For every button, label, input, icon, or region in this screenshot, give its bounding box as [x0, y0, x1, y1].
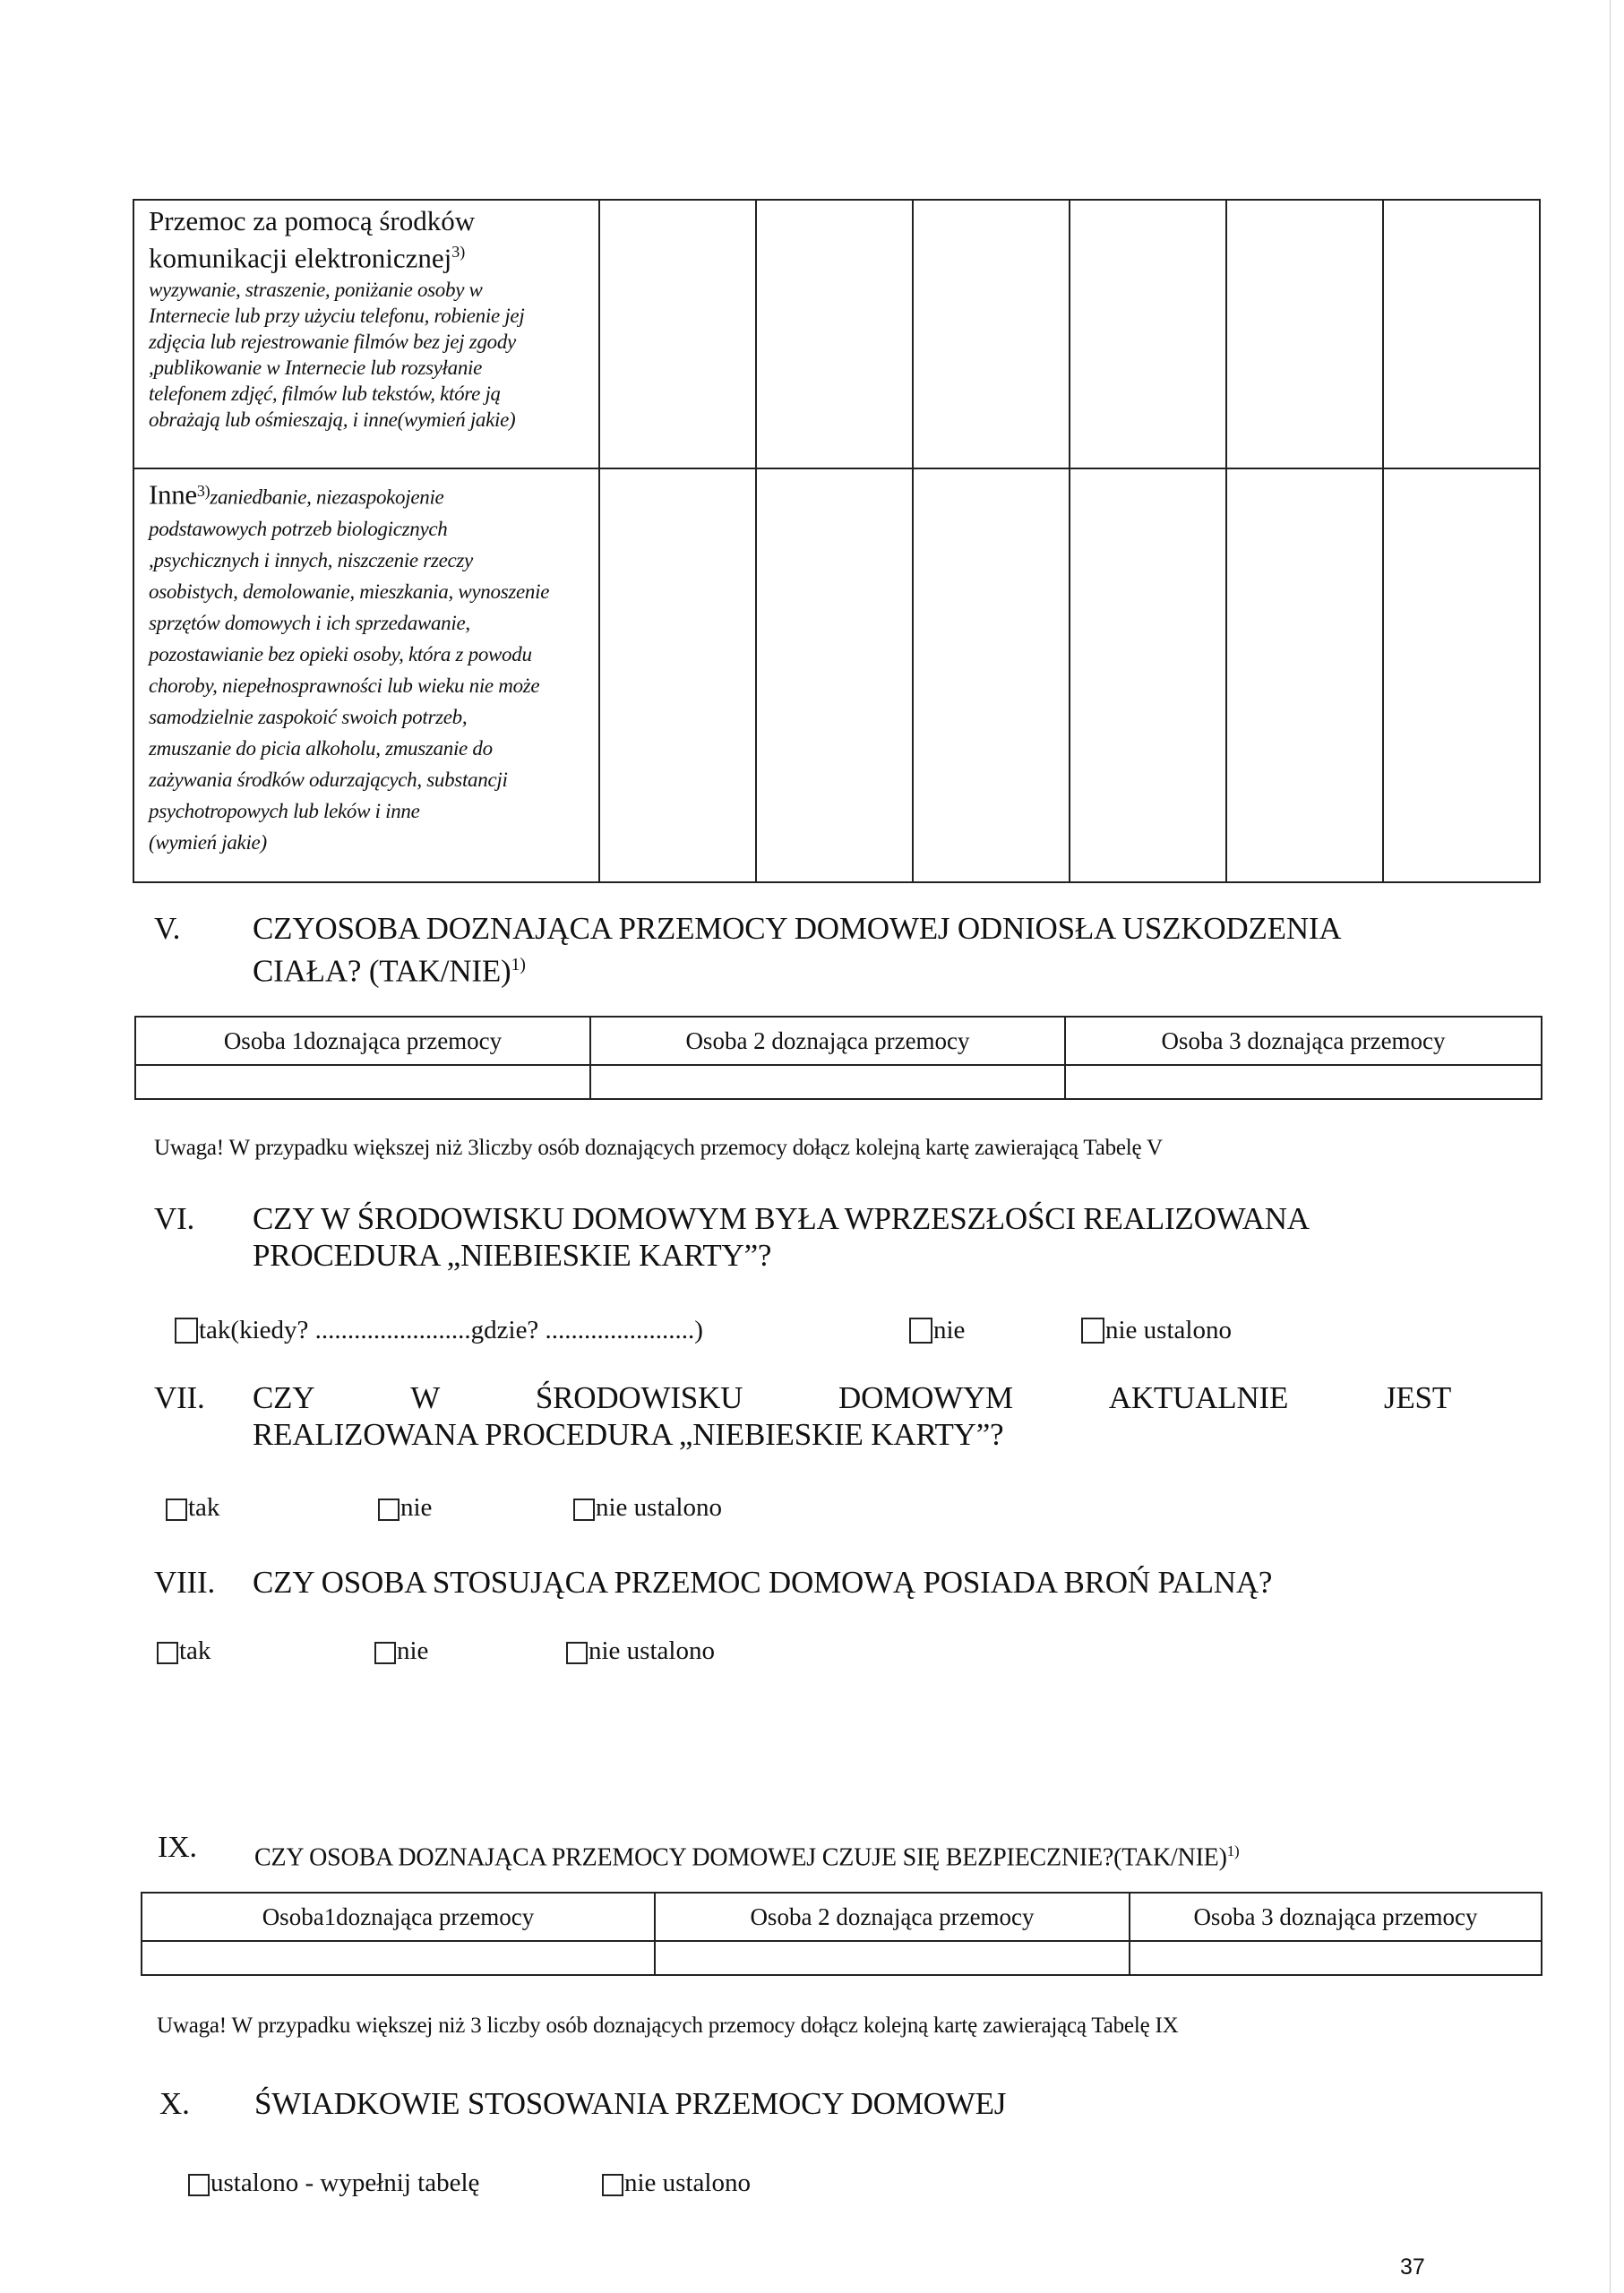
checkbox-nie-ustalono[interactable] [566, 1637, 715, 1664]
description-line: psychotropowych lub leków i inne [149, 799, 420, 822]
input-cell[interactable] [1226, 200, 1383, 468]
section-title-line: REALIZOWANA PROCEDURA „NIEBIESKIE KARTY”? [253, 1417, 1004, 1452]
category-title: Inne [149, 478, 197, 511]
checkbox-square-icon[interactable] [374, 1642, 396, 1664]
input-cell[interactable] [1383, 200, 1540, 468]
input-cell[interactable] [1070, 468, 1226, 882]
checkbox-square-icon[interactable] [378, 1499, 400, 1521]
table-row [142, 1941, 1542, 1975]
description-line: telefonem zdjęć, filmów lub tekstów, które ją [149, 382, 501, 406]
checkbox-nie[interactable] [909, 1317, 965, 1344]
category-title-line: Przemoc za pomocą środków [149, 205, 476, 236]
answer-cell-person-2[interactable] [655, 1941, 1130, 1975]
checkbox-square-icon[interactable] [175, 1318, 198, 1344]
checkbox-nie[interactable] [374, 1637, 428, 1664]
description-line: zaniedbanie, niezaspokojenie [210, 485, 444, 509]
answer-cell-person-1[interactable] [135, 1065, 590, 1099]
description-line: pozostawianie bez opieki osoby, która z powodu [149, 642, 532, 666]
checkbox-square-icon[interactable] [188, 2174, 210, 2196]
section-viii-heading [154, 1564, 1453, 1604]
title-word: AKTUALNIE [1108, 1380, 1289, 1415]
description-line: choroby, niepełnosprawności lub wieku nie może [149, 674, 540, 697]
description-line: samodzielnie zaspokoić swoich potrzeb, [149, 705, 468, 728]
table-header-row [142, 1893, 1542, 1941]
category-cell-other [133, 468, 599, 882]
checkbox-square-icon[interactable] [909, 1318, 932, 1344]
checkbox-square-icon[interactable] [1081, 1318, 1104, 1344]
category-title-line: komunikacji elektronicznej [149, 242, 452, 274]
description-line: (wymień jakie) [149, 830, 267, 854]
section-number: IX. [158, 1831, 197, 1864]
description-line: sprzętów domowych i ich sprzedawanie, [149, 611, 470, 634]
section-title-line: CZYOSOBA DOZNAJĄCA PRZEMOCY DOMOWEJ ODNIOSŁA USZKODZENIA [253, 911, 1342, 946]
section-title-line: PROCEDURA „NIEBIESKIE KARTY”? [253, 1238, 772, 1273]
column-header-person-3: Osoba 3 doznająca przemocy [1065, 1017, 1542, 1065]
section-title-line: CZY OSOBA STOSUJĄCA PRZEMOC DOMOWĄ POSIADA BROŃ PALNĄ? [253, 1565, 1273, 1600]
checkbox-label: tak [179, 1636, 211, 1665]
column-header-person-2: Osoba 2 doznająca przemocy [655, 1893, 1130, 1941]
input-cell[interactable] [756, 200, 913, 468]
answer-cell-person-2[interactable] [590, 1065, 1065, 1099]
answer-cell-person-3[interactable] [1130, 1941, 1542, 1975]
table-row [133, 468, 1540, 882]
description-line: ,publikowanie w Internecie lub rozsyłanie [149, 356, 483, 380]
section-title-line: CIAŁA? (TAK/NIE) [253, 953, 511, 989]
description-line: podstawowych potrzeb biologicznych [149, 517, 448, 540]
category-title [149, 206, 588, 273]
checkbox-label: nie ustalono [589, 1636, 715, 1665]
section-v-persons-table [134, 1016, 1542, 1100]
section-title-line: CZY W ŚRODOWISKU DOMOWYM BYŁA WPRZESZŁOŚCI REALIZOWANA [253, 1201, 1310, 1236]
section-v-heading [154, 910, 1453, 991]
section-title-line: ŚWIADKOWIE STOSOWANIA PRZEMOCY DOMOWEJ [254, 2086, 1007, 2121]
description-line: ,psychicznych i innych, niszczenie rzeczy [149, 548, 473, 571]
title-word: DOMOWYM [838, 1380, 1013, 1415]
table-header-row [135, 1017, 1542, 1065]
column-header-person-3: Osoba 3 doznająca przemocy [1130, 1893, 1542, 1941]
description-line: osobistych, demolowanie, mieszkania, wynoszenie [149, 580, 550, 603]
checkbox-label: nie ustalono [624, 2168, 751, 2197]
title-word: W [410, 1380, 441, 1415]
section-number: X. [159, 2086, 190, 2121]
checkbox-tak[interactable] [157, 1637, 211, 1664]
input-cell[interactable] [599, 200, 756, 468]
checkbox-nie[interactable] [378, 1494, 432, 1521]
checkbox-label: nie [933, 1316, 966, 1344]
footnote-marker: 1) [511, 955, 526, 975]
checkbox-nie-ustalono[interactable] [573, 1494, 722, 1521]
section-number: VIII. [154, 1565, 215, 1600]
input-cell[interactable] [1383, 468, 1540, 882]
column-header-person-1: Osoba 1doznająca przemocy [135, 1017, 590, 1065]
table-row [135, 1065, 1542, 1099]
scan-edge-line [1610, 0, 1611, 2293]
checkbox-tak-kiedy[interactable] [175, 1317, 703, 1344]
input-cell[interactable] [1070, 200, 1226, 468]
checkbox-square-icon[interactable] [566, 1642, 588, 1664]
input-cell[interactable] [756, 468, 913, 882]
section-vii-heading [154, 1379, 1453, 1460]
checkbox-nie-ustalono[interactable] [602, 2169, 751, 2196]
description-line: obrażają lub ośmieszają, i inne(wymień jakie) [149, 408, 516, 432]
section-v-note: Uwaga! W przypadku większej niż 3liczby osób doznających przemocy dołącz kolejną kartę zawierającą Tabelę V [154, 1136, 1163, 1160]
answer-cell-person-1[interactable] [142, 1941, 655, 1975]
section-ix-note: Uwaga! W przypadku większej niż 3 liczby osób doznających przemocy dołącz kolejną kartę zawierającą Tabelę IX [157, 2014, 1179, 2038]
description-line: zdjęcia lub rejestrowanie filmów bez jej zgody [149, 331, 516, 354]
title-word: JEST [1383, 1380, 1451, 1415]
page-number: 37 [1400, 2254, 1425, 2280]
section-number: V. [154, 911, 181, 946]
section-number: VII. [154, 1380, 205, 1415]
footnote-marker: 3) [451, 243, 466, 261]
input-cell[interactable] [1226, 468, 1383, 882]
description-line: Internecie lub przy użyciu telefonu, robienie jej [149, 305, 525, 328]
title-word: CZY [253, 1380, 315, 1415]
checkbox-label: nie [400, 1493, 433, 1522]
violence-forms-table [133, 199, 1541, 883]
column-header-person-1: Osoba1doznająca przemocy [142, 1893, 655, 1941]
section-ix-heading [158, 1833, 1456, 1873]
input-cell[interactable] [599, 468, 756, 882]
input-cell[interactable] [913, 200, 1070, 468]
checkbox-label: nie ustalono [1105, 1316, 1232, 1344]
footnote-marker: 1) [1226, 1842, 1240, 1859]
checkbox-label: nie ustalono [596, 1493, 722, 1522]
section-x-heading [159, 2085, 1458, 2126]
title-word: ŚRODOWISKU [535, 1380, 743, 1415]
description-line: zażywania środków odurzających, substancji [149, 768, 508, 791]
column-header-person-2: Osoba 2 doznająca przemocy [590, 1017, 1065, 1065]
table-row [133, 200, 1540, 468]
footnote-marker: 3) [196, 482, 211, 500]
checkbox-square-icon[interactable] [573, 1499, 595, 1521]
section-number: VI. [154, 1201, 195, 1236]
category-description [149, 478, 588, 855]
checkbox-label: tak [188, 1493, 220, 1522]
checkbox-label: ustalono - wypełnij tabelę [211, 2168, 480, 2197]
checkbox-square-icon[interactable] [157, 1642, 178, 1664]
checkbox-ustalono[interactable] [188, 2169, 479, 2196]
section-vi-heading [154, 1200, 1453, 1281]
category-description [149, 277, 588, 433]
section-title-line [253, 1379, 1451, 1416]
input-cell[interactable] [913, 468, 1070, 882]
checkbox-label: tak(kiedy? ........................gdzie? .......................) [199, 1316, 703, 1344]
description-line: wyzywanie, straszenie, poniżanie osoby w [149, 279, 483, 302]
checkbox-square-icon[interactable] [602, 2174, 623, 2196]
section-title-line: CZY OSOBA DOZNAJĄCA PRZEMOCY DOMOWEJ CZUJE SIĘ BEZPIECZNIE?(TAK/NIE) [254, 1843, 1227, 1872]
checkbox-tak[interactable] [166, 1494, 219, 1521]
checkbox-nie-ustalono[interactable] [1081, 1317, 1232, 1344]
checkbox-square-icon[interactable] [166, 1499, 187, 1521]
answer-cell-person-3[interactable] [1065, 1065, 1542, 1099]
checkbox-label: nie [397, 1636, 429, 1665]
description-line: zmuszanie do picia alkoholu, zmuszanie do [149, 736, 493, 760]
section-ix-persons-table [141, 1892, 1542, 1976]
category-cell-electronic [133, 200, 599, 468]
